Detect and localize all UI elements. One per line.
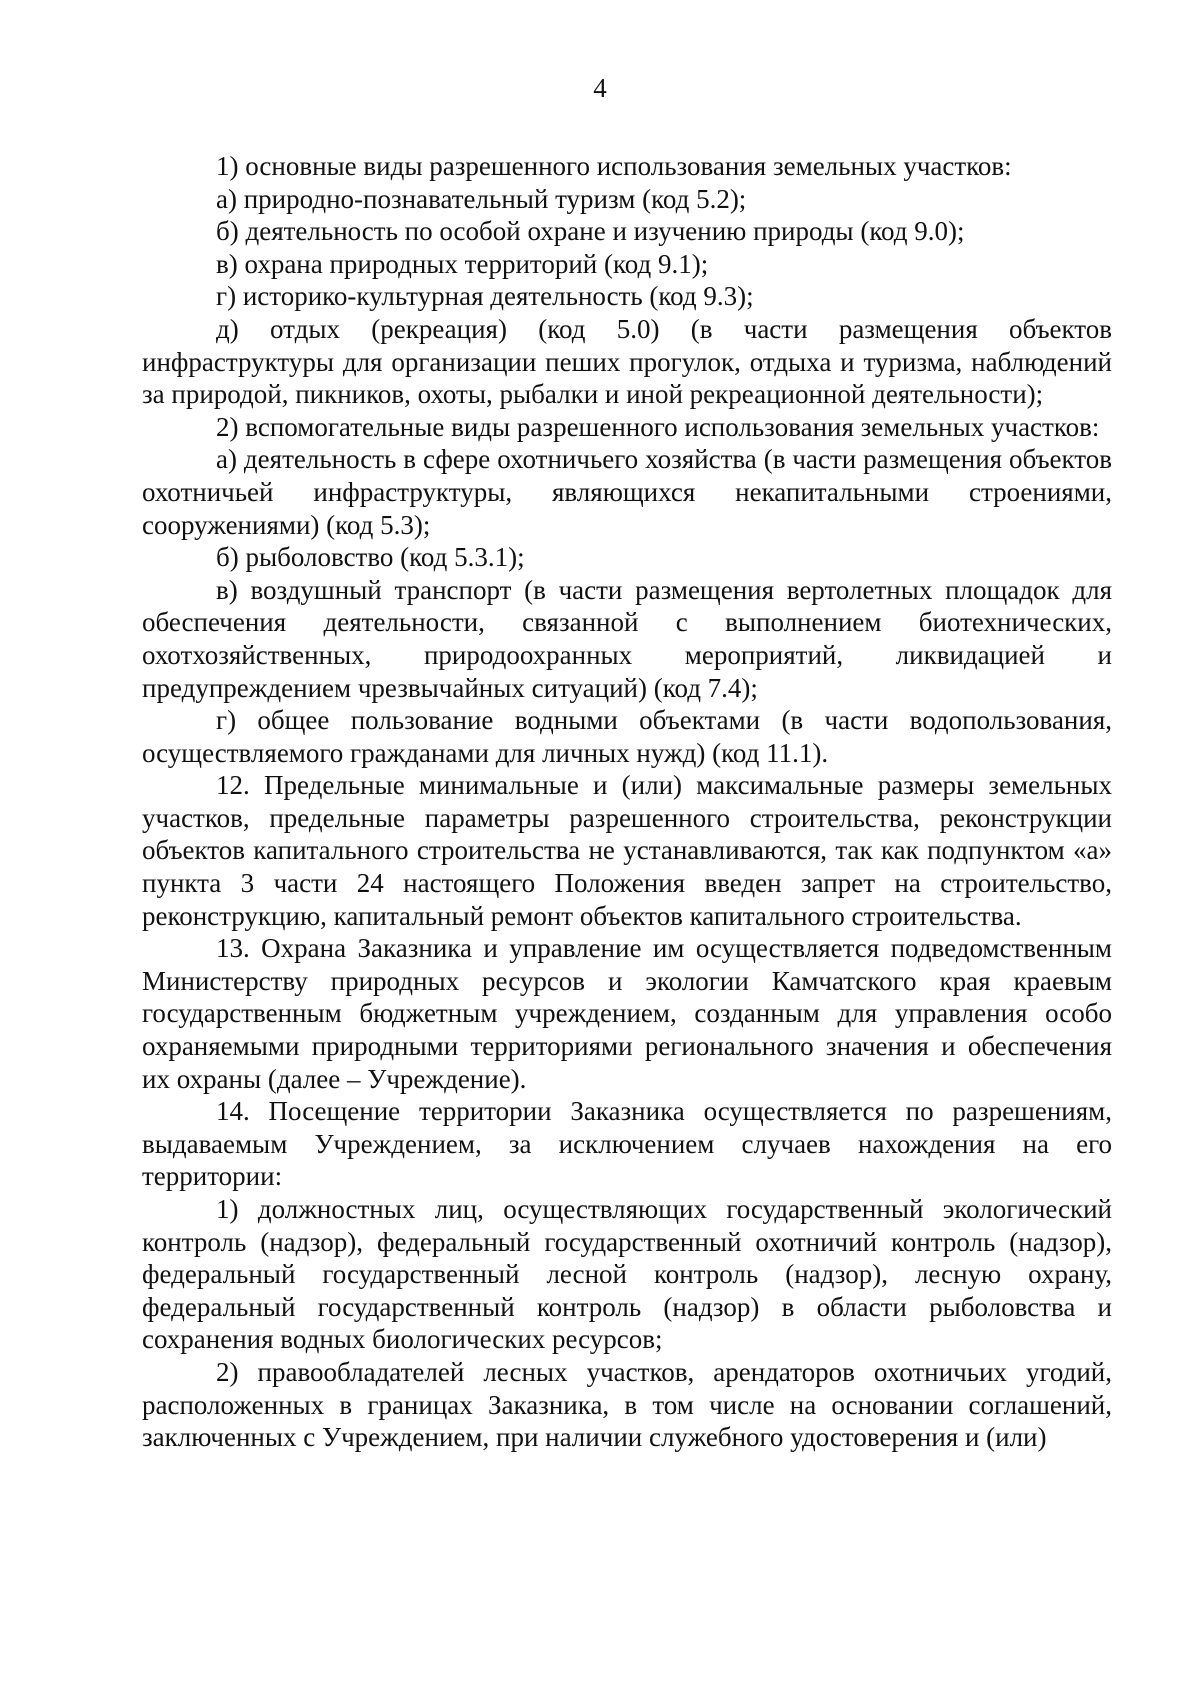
- paragraph: б) деятельность по особой охране и изучению природы (код 9.0);: [216, 216, 965, 247]
- paragraph: б) рыболовство (код 5.3.1);: [216, 542, 525, 573]
- paragraph: в) воздушный транспорт (в части размещения вертолетных площадок для обеспечения деятельности, связанной с выполнением биотехнических, охотхозяйственных, природоохранных мероприятий, ликвидацией и предупреждением чрезвычайных ситуаций) (код 7.4);: [142, 574, 1112, 703]
- document-body: [142, 150, 1112, 1454]
- paragraph: 14. Посещение территории Заказника осуществляется по разрешениям, выдаваемым Учреждением, за исключением случаев нахождения на его территории:: [142, 1096, 1112, 1192]
- paragraph: 2) вспомогательные виды разрешенного использования земельных участков:: [216, 411, 1100, 442]
- paragraph: а) деятельность в сфере охотничьего хозяйства (в части размещения объектов охотничьей инфраструктуры, являющихся некапитальными строениями, сооружениями) (код 5.3);: [142, 444, 1112, 540]
- paragraph: 13. Охрана Заказника и управление им осуществляется подведомственным Министерству природных ресурсов и экологии Камчатского края краевым государственным бюджетным учреждением, созданным для управления особо охраняемыми природными территориями регионального значения и обеспечения их охраны (далее – Учреждение).: [142, 933, 1112, 1094]
- paragraph: г) общее пользование водными объектами (в части водопользования, осуществляемого гражданами для личных нужд) (код 11.1).: [142, 705, 1112, 768]
- page-number: 4: [593, 73, 607, 103]
- paragraph: а) природно-познавательный туризм (код 5.2);: [216, 183, 747, 214]
- paragraph: в) охрана природных территорий (код 9.1);: [216, 248, 709, 279]
- paragraph: г) историко-культурная деятельность (код 9.3);: [216, 281, 754, 312]
- paragraph: д) отдых (рекреация) (код 5.0) (в части размещения объектов инфраструктуры для организации пеших прогулок, отдыха и туризма, наблюдений за природой, пикников, охоты, рыбалки и иной рекреационной деятельности);: [142, 313, 1112, 410]
- paragraph: 12. Предельные минимальные и (или) максимальные размеры земельных участков, предельные параметры разрешенного строительства, реконструкции объектов капитального строительства не устанавливаются, так как подпунктом «а» пункта 3 части 24 настоящего Положения введен запрет на строительство, реконструкцию, капитальный ремонт объектов капитального строительства.: [142, 770, 1112, 931]
- paragraph: 1) основные виды разрешенного использования земельных участков:: [216, 151, 1012, 181]
- paragraph: 1) должностных лиц, осуществляющих государственный экологический контроль (надзор), федеральный государственный охотничий контроль (надзор), федеральный государственный лесной контроль (надзор), лесную охрану, федеральный государственный контроль (надзор) в области рыболовства и сохранения водных биологических ресурсов;: [142, 1194, 1112, 1355]
- paragraph: 2) правообладателей лесных участков, арендаторов охотничьих угодий, расположенных в границах Заказника, в том числе на основании соглашений, заключенных с Учреждением, при наличии служебного удостоверения и (или): [142, 1356, 1112, 1453]
